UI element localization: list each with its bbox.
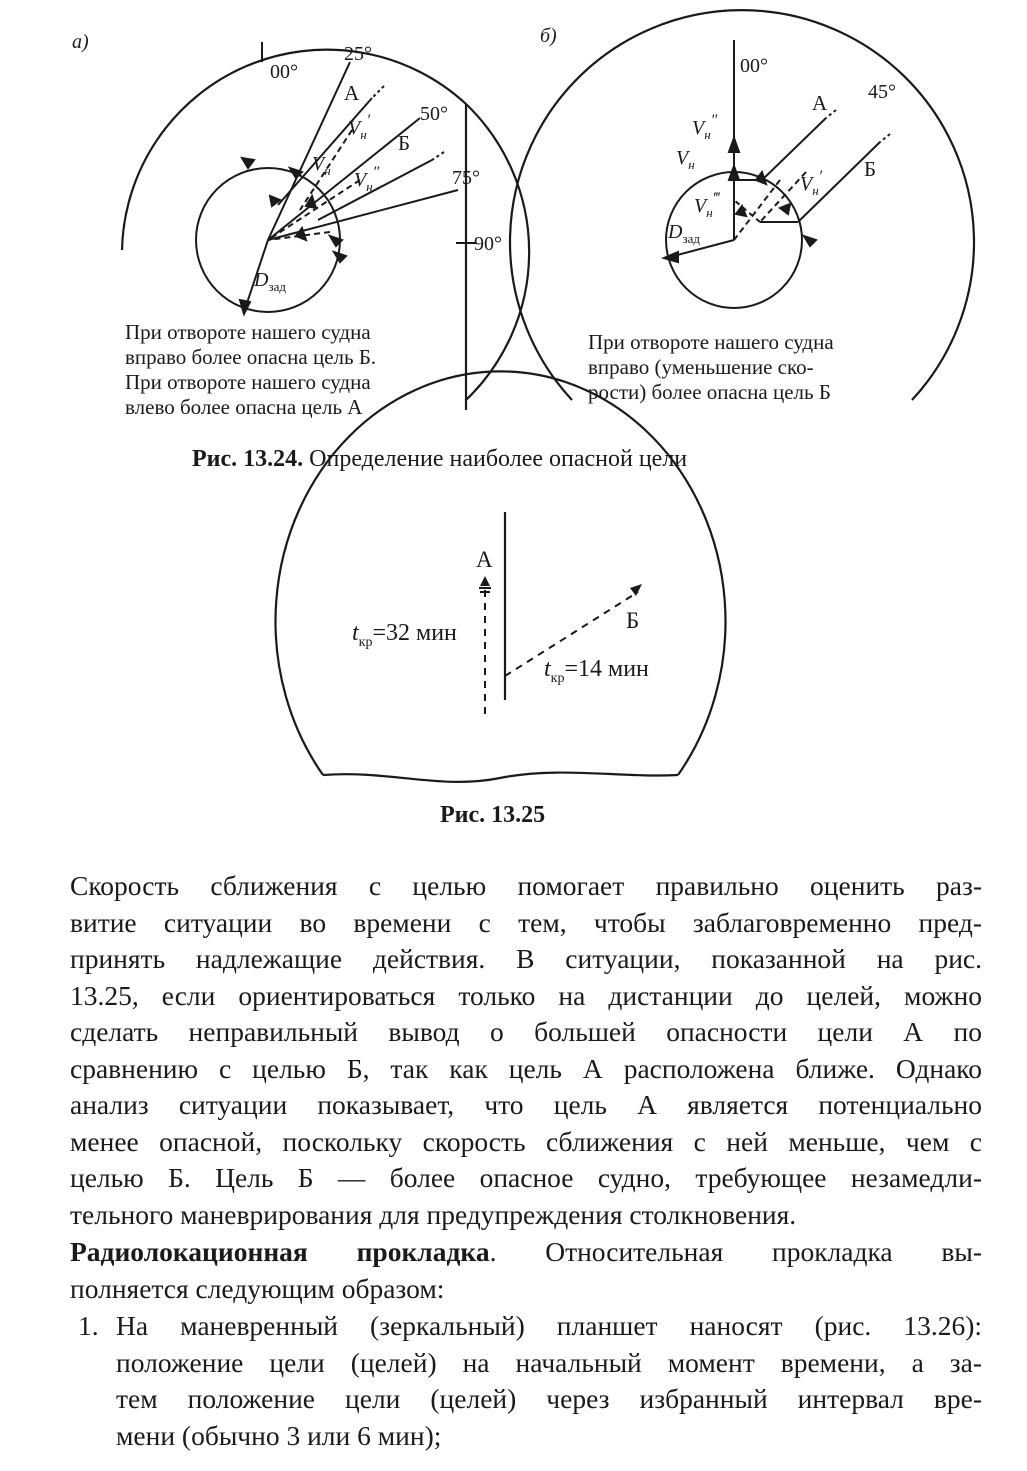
panel-b-label: б) (540, 25, 557, 47)
paragraph-1 (70, 868, 982, 1233)
panel-b-target-a: А (812, 91, 828, 115)
text-line: Скорость сближения с целью помогает правильно оценить раз- (70, 870, 982, 901)
figure-13-25-caption: Рис. 13.25 (440, 802, 546, 828)
svg-text:Vн: $V_н$ (312, 153, 331, 178)
panel-a-target-b: Б (398, 131, 411, 155)
text-fragment: . Относительная прокладка вы- (489, 1236, 983, 1267)
text-line: На маневренный (зеркальный) планшет наносят (рис. 13.26): (116, 1310, 982, 1341)
svg-text:Vн‴: $V_н^‴$ (694, 190, 720, 220)
text-line (70, 1234, 982, 1271)
text-line: тельного маневрирования для предупреждения столкновения. (70, 1198, 797, 1230)
text-line: сделать неправильный вывод о большей опасности цели А по (70, 1016, 982, 1047)
paragraph-2 (70, 1234, 982, 1307)
panel-a-deg-90: 90° (474, 233, 502, 255)
panel-a-deg-00: 00° (270, 61, 298, 83)
svg-text:Vн″: $V_н''$ (692, 112, 718, 142)
fig25-target-b-marker (630, 584, 642, 596)
panel-b-caption-line: При отвороте нашего судна (588, 330, 834, 354)
panel-b-caption-line: рости) более опасна цель Б (588, 380, 831, 404)
panel-a-caption-line: вправо более опасна цель Б. (125, 345, 377, 369)
panel-a-caption-line: При отвороте нашего судна (125, 370, 371, 394)
panel-a-deg-25: 25° (344, 43, 372, 65)
text-line: 13.25, если ориентироваться только на дистанции до целей, можно (70, 979, 982, 1011)
fig25-outline-arc (275, 371, 725, 775)
figure-13-24-caption-number: Рис. 13.24. (192, 446, 304, 472)
fig25-time-a: $t_{кр}=32$ мин (352, 620, 457, 650)
fig25-target-a-label: А (476, 547, 493, 572)
svg-text:Vн″: $V_н''$ (354, 164, 380, 194)
text-line: анализ ситуации показывает, что цель А является потенциально (70, 1089, 982, 1120)
section-heading-inline: Радиолокационная прокладка (70, 1236, 490, 1267)
panel-a-target-a: А (344, 81, 360, 105)
text-line: целью Б. Цель Б — более опасное судно, требующее незамедли- (70, 1162, 982, 1193)
panel-a-caption-line: влево более опасна цель А (125, 395, 363, 419)
svg-text:Vн′: $V_н'$ (800, 168, 823, 198)
panel-a-deg-75: 75° (452, 167, 480, 189)
fig25-outline-bottom (323, 773, 678, 782)
fig25-target-b-label: Б (626, 608, 640, 633)
panel-b-deg-00: 00° (740, 55, 768, 77)
svg-text:Dзад: $D_{зад}$ (254, 269, 286, 294)
svg-text:Dзад: $D_{зад}$ (668, 221, 700, 246)
panel-b-target-b: Б (864, 157, 877, 181)
text-line: принять надлежащие действия. В ситуации, показанной на рис. (70, 943, 982, 974)
panel-a-caption-line: При отвороте нашего судна (125, 320, 371, 344)
fig25-time-b: $t_{кр}=14$ мин (544, 656, 649, 686)
text-line: витие ситуации во времени с тем, чтобы заблаговременно пред- (70, 906, 982, 938)
text-line: менее опасной, поскольку скорость сближения с ней меньше, чем с (70, 1125, 982, 1157)
list-item-number: 1. (78, 1310, 99, 1341)
panel-b-caption-line: вправо (уменьшение ско- (588, 355, 814, 379)
text-line: мени (обычно 3 или 6 мин); (116, 1419, 442, 1451)
text-line: сравнению с целью Б, так как цель А расположена ближе. Однако (70, 1052, 982, 1084)
panel-a-label: а) (72, 31, 89, 53)
text-line: положение цели (целей) на начальный момент времени, а за- (116, 1346, 982, 1378)
svg-text:Vн′: $V_н'$ (348, 112, 371, 142)
panel-b-deg-45: 45° (868, 81, 896, 103)
text-line: полняется следующим образом: (70, 1272, 445, 1304)
svg-text:Vн: $V_н$ (676, 147, 695, 172)
panel-a-deg-50: 50° (420, 103, 448, 125)
figure-13-24-caption-text: Определение наиболее опасной цели (303, 446, 688, 472)
text-line: тем положение цели (целей) через избранный интервал вре- (116, 1383, 982, 1414)
list-item-1 (116, 1308, 982, 1454)
